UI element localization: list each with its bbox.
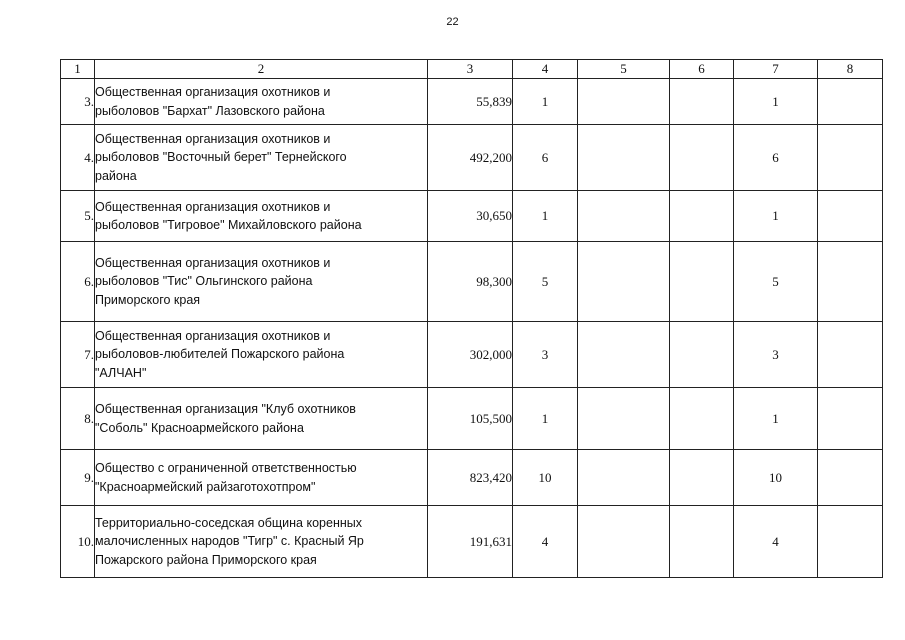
header-col-4: 4 (513, 60, 578, 79)
col8-value (818, 125, 883, 191)
name-line: Пожарского района Приморского края (95, 552, 317, 567)
name-line: рыболовов-любителей Пожарского района (95, 347, 345, 362)
area-value: 302,000 (428, 322, 513, 388)
col8-value (818, 506, 883, 578)
name-line: рыболовов "Восточный берет" Тернейского (95, 150, 347, 165)
row-number: 4. (61, 125, 95, 191)
col7-value: 3 (734, 322, 818, 388)
col8-value (818, 450, 883, 506)
col5-value (578, 191, 670, 242)
col8-value (818, 322, 883, 388)
col5-value (578, 125, 670, 191)
name-line: "АЛЧАН" (95, 365, 147, 380)
area-value: 191,631 (428, 506, 513, 578)
header-col-6: 6 (670, 60, 734, 79)
name-line: Общественная организация охотников и (95, 199, 331, 214)
row-number: 10. (61, 506, 95, 578)
name-line: Общественная организация охотников и (95, 131, 331, 146)
name-line: малочисленных народов "Тигр" с. Красный Яр (95, 534, 364, 549)
area-value: 30,650 (428, 191, 513, 242)
organization-name (95, 191, 428, 242)
organization-name (95, 450, 428, 506)
row-number: 8. (61, 388, 95, 450)
col5-value (578, 506, 670, 578)
name-line: Общественная организация охотников и (95, 328, 331, 343)
name-line: Общество с ограниченной ответственностью (95, 461, 357, 475)
header-col-7: 7 (734, 60, 818, 79)
table-row (61, 191, 883, 242)
col8-value (818, 79, 883, 125)
col8-value (818, 242, 883, 322)
name-line: рыболовов "Тис" Ольгинского района (95, 274, 313, 289)
col4-value: 6 (513, 125, 578, 191)
name-line: Общественная организация "Клуб охотников (95, 402, 356, 416)
header-col-2: 2 (95, 60, 428, 79)
col5-value (578, 322, 670, 388)
area-value: 105,500 (428, 388, 513, 450)
col5-value (578, 242, 670, 322)
area-value: 55,839 (428, 79, 513, 125)
name-line: "Красноармейский райзаготохотпром" (95, 479, 316, 494)
table-row (61, 322, 883, 388)
col6-value (670, 125, 734, 191)
organization-name (95, 125, 428, 191)
table-row (61, 506, 883, 578)
col7-value: 1 (734, 388, 818, 450)
table-body (61, 79, 883, 578)
col4-value: 4 (513, 506, 578, 578)
col6-value (670, 191, 734, 242)
col4-value: 5 (513, 242, 578, 322)
col6-value (670, 322, 734, 388)
col7-value: 4 (734, 506, 818, 578)
header-col-3: 3 (428, 60, 513, 79)
col4-value: 1 (513, 388, 578, 450)
table-row (61, 388, 883, 450)
col8-value (818, 388, 883, 450)
col5-value (578, 79, 670, 125)
col6-value (670, 506, 734, 578)
name-line: района (95, 168, 137, 183)
col4-value: 3 (513, 322, 578, 388)
row-number: 9. (61, 450, 95, 506)
name-line: рыболовов "Тигровое" Михайловского района (95, 218, 362, 232)
col7-value: 1 (734, 79, 818, 125)
row-number: 7. (61, 322, 95, 388)
col6-value (670, 450, 734, 506)
col5-value (578, 388, 670, 450)
col5-value (578, 450, 670, 506)
row-number: 5. (61, 191, 95, 242)
hunting-grounds-table (60, 59, 883, 578)
area-value: 492,200 (428, 125, 513, 191)
table-row (61, 242, 883, 322)
area-value: 823,420 (428, 450, 513, 506)
table-row (61, 450, 883, 506)
col6-value (670, 242, 734, 322)
organization-name (95, 242, 428, 322)
col7-value: 5 (734, 242, 818, 322)
col8-value (818, 191, 883, 242)
col7-value: 6 (734, 125, 818, 191)
header-col-5: 5 (578, 60, 670, 79)
organization-name (95, 506, 428, 578)
name-line: Приморского края (95, 292, 201, 307)
col4-value: 1 (513, 191, 578, 242)
col7-value: 1 (734, 191, 818, 242)
name-line: рыболовов "Бархат" Лазовского района (95, 103, 325, 118)
header-col-8: 8 (818, 60, 883, 79)
area-value: 98,300 (428, 242, 513, 322)
organization-name (95, 322, 428, 388)
name-line: Общественная организация охотников и (95, 255, 331, 270)
table-row (61, 79, 883, 125)
organization-name (95, 388, 428, 450)
header-col-1: 1 (61, 60, 95, 79)
col6-value (670, 79, 734, 125)
name-line: Общественная организация охотников и (95, 85, 331, 99)
page-number: 22 (446, 16, 459, 28)
table-row (61, 125, 883, 191)
col4-value: 10 (513, 450, 578, 506)
col6-value (670, 388, 734, 450)
name-line: Территориально-соседская община коренных (95, 515, 362, 530)
row-number: 3. (61, 79, 95, 125)
col4-value: 1 (513, 79, 578, 125)
name-line: "Соболь" Красноармейского района (95, 420, 304, 435)
header-row (61, 60, 883, 79)
row-number: 6. (61, 242, 95, 322)
col7-value: 10 (734, 450, 818, 506)
organization-name (95, 79, 428, 125)
